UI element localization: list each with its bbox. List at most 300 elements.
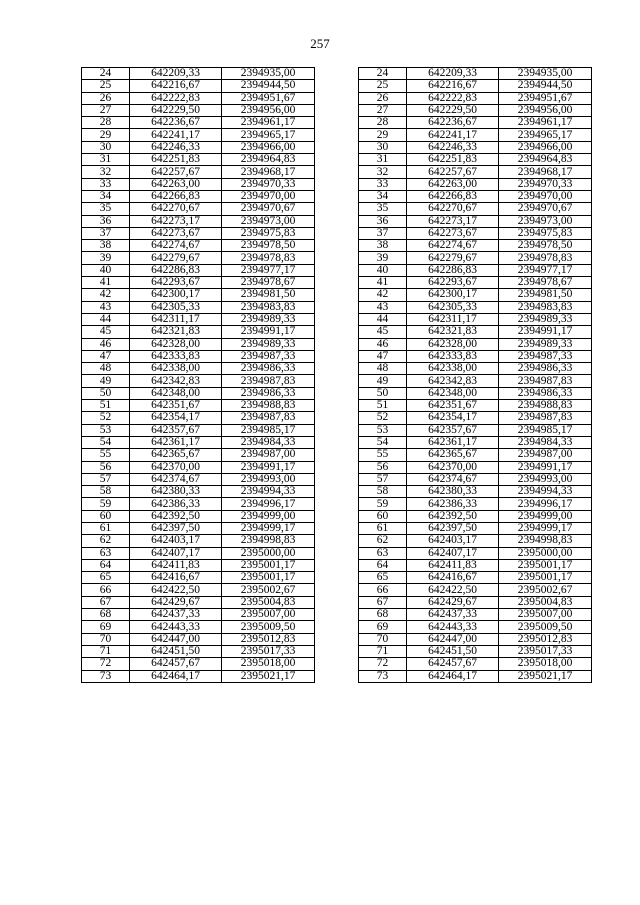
y-coordinate-cell: 2394987,83 bbox=[222, 375, 315, 387]
point-number-cell: 31 bbox=[82, 154, 130, 166]
point-number-cell: 55 bbox=[82, 449, 130, 461]
y-coordinate-cell: 2395004,83 bbox=[222, 596, 315, 608]
point-number-cell: 38 bbox=[82, 240, 130, 252]
table-row bbox=[82, 240, 315, 252]
y-coordinate-cell: 2395002,67 bbox=[222, 584, 315, 596]
table-row bbox=[359, 313, 592, 325]
x-coordinate-cell: 642338,00 bbox=[130, 363, 222, 375]
x-coordinate-cell: 642380,33 bbox=[130, 486, 222, 498]
table-row bbox=[82, 535, 315, 547]
x-coordinate-cell: 642236,67 bbox=[130, 117, 222, 129]
table-row bbox=[359, 350, 592, 362]
y-coordinate-cell: 2395021,17 bbox=[499, 670, 592, 682]
table-row bbox=[82, 154, 315, 166]
x-coordinate-cell: 642236,67 bbox=[407, 117, 499, 129]
table-row bbox=[82, 264, 315, 276]
point-number-cell: 50 bbox=[82, 387, 130, 399]
x-coordinate-cell: 642222,83 bbox=[407, 92, 499, 104]
table-row bbox=[359, 645, 592, 657]
y-coordinate-cell: 2394981,50 bbox=[499, 289, 592, 301]
y-coordinate-cell: 2394970,00 bbox=[499, 190, 592, 202]
point-number-cell: 41 bbox=[359, 277, 407, 289]
point-number-cell: 56 bbox=[82, 461, 130, 473]
x-coordinate-cell: 642333,83 bbox=[407, 350, 499, 362]
x-coordinate-cell: 642300,17 bbox=[407, 289, 499, 301]
point-number-cell: 54 bbox=[359, 436, 407, 448]
point-number-cell: 39 bbox=[359, 252, 407, 264]
table-row bbox=[82, 350, 315, 362]
x-coordinate-cell: 642216,67 bbox=[130, 80, 222, 92]
y-coordinate-cell: 2395012,83 bbox=[222, 633, 315, 645]
y-coordinate-cell: 2395000,00 bbox=[499, 547, 592, 559]
x-coordinate-cell: 642429,67 bbox=[407, 596, 499, 608]
x-coordinate-cell: 642270,67 bbox=[407, 203, 499, 215]
table-row bbox=[359, 670, 592, 682]
table-row bbox=[359, 117, 592, 129]
x-coordinate-cell: 642246,33 bbox=[130, 141, 222, 153]
x-coordinate-cell: 642270,67 bbox=[130, 203, 222, 215]
table-row bbox=[82, 424, 315, 436]
point-number-cell: 72 bbox=[82, 658, 130, 670]
point-number-cell: 45 bbox=[359, 326, 407, 338]
x-coordinate-cell: 642300,17 bbox=[130, 289, 222, 301]
point-number-cell: 33 bbox=[359, 178, 407, 190]
x-coordinate-cell: 642447,00 bbox=[130, 633, 222, 645]
point-number-cell: 40 bbox=[82, 264, 130, 276]
point-number-cell: 45 bbox=[82, 326, 130, 338]
x-coordinate-cell: 642279,67 bbox=[130, 252, 222, 264]
point-number-cell: 28 bbox=[82, 117, 130, 129]
y-coordinate-cell: 2395009,50 bbox=[499, 621, 592, 633]
x-coordinate-cell: 642370,00 bbox=[130, 461, 222, 473]
x-coordinate-cell: 642251,83 bbox=[130, 154, 222, 166]
x-coordinate-cell: 642407,17 bbox=[407, 547, 499, 559]
table-row bbox=[359, 154, 592, 166]
x-coordinate-cell: 642348,00 bbox=[407, 387, 499, 399]
table-row bbox=[359, 166, 592, 178]
y-coordinate-cell: 2394991,17 bbox=[222, 461, 315, 473]
y-coordinate-cell: 2394970,67 bbox=[499, 203, 592, 215]
point-number-cell: 26 bbox=[359, 92, 407, 104]
x-coordinate-cell: 642365,67 bbox=[130, 449, 222, 461]
y-coordinate-cell: 2395017,33 bbox=[499, 645, 592, 657]
y-coordinate-cell: 2394978,50 bbox=[499, 240, 592, 252]
table-row bbox=[82, 68, 315, 80]
point-number-cell: 63 bbox=[359, 547, 407, 559]
y-coordinate-cell: 2394987,33 bbox=[499, 350, 592, 362]
table-row bbox=[82, 178, 315, 190]
point-number-cell: 56 bbox=[359, 461, 407, 473]
y-coordinate-cell: 2395007,00 bbox=[499, 609, 592, 621]
y-coordinate-cell: 2394944,50 bbox=[499, 80, 592, 92]
y-coordinate-cell: 2394970,67 bbox=[222, 203, 315, 215]
x-coordinate-cell: 642386,33 bbox=[130, 498, 222, 510]
x-coordinate-cell: 642429,67 bbox=[130, 596, 222, 608]
point-number-cell: 67 bbox=[82, 596, 130, 608]
x-coordinate-cell: 642273,67 bbox=[407, 227, 499, 239]
x-coordinate-cell: 642447,00 bbox=[407, 633, 499, 645]
point-number-cell: 67 bbox=[359, 596, 407, 608]
y-coordinate-cell: 2394956,00 bbox=[499, 104, 592, 116]
point-number-cell: 58 bbox=[82, 486, 130, 498]
y-coordinate-cell: 2395000,00 bbox=[222, 547, 315, 559]
table-row bbox=[82, 129, 315, 141]
y-coordinate-cell: 2394996,17 bbox=[499, 498, 592, 510]
x-coordinate-cell: 642274,67 bbox=[407, 240, 499, 252]
x-coordinate-cell: 642274,67 bbox=[130, 240, 222, 252]
y-coordinate-cell: 2394984,33 bbox=[222, 436, 315, 448]
x-coordinate-cell: 642222,83 bbox=[130, 92, 222, 104]
y-coordinate-cell: 2395012,83 bbox=[499, 633, 592, 645]
point-number-cell: 34 bbox=[359, 190, 407, 202]
y-coordinate-cell: 2394986,33 bbox=[222, 363, 315, 375]
point-number-cell: 39 bbox=[82, 252, 130, 264]
y-coordinate-cell: 2394978,67 bbox=[222, 277, 315, 289]
point-number-cell: 70 bbox=[359, 633, 407, 645]
point-number-cell: 62 bbox=[359, 535, 407, 547]
table-row bbox=[82, 473, 315, 485]
point-number-cell: 64 bbox=[359, 559, 407, 571]
x-coordinate-cell: 642328,00 bbox=[407, 338, 499, 350]
y-coordinate-cell: 2394975,83 bbox=[499, 227, 592, 239]
x-coordinate-cell: 642293,67 bbox=[407, 277, 499, 289]
table-row bbox=[359, 522, 592, 534]
point-number-cell: 47 bbox=[359, 350, 407, 362]
point-number-cell: 35 bbox=[359, 203, 407, 215]
x-coordinate-cell: 642397,50 bbox=[407, 522, 499, 534]
y-coordinate-cell: 2394964,83 bbox=[499, 154, 592, 166]
x-coordinate-cell: 642457,67 bbox=[130, 658, 222, 670]
point-number-cell: 65 bbox=[82, 572, 130, 584]
point-number-cell: 46 bbox=[82, 338, 130, 350]
point-number-cell: 24 bbox=[359, 68, 407, 80]
point-number-cell: 70 bbox=[82, 633, 130, 645]
table-row bbox=[359, 252, 592, 264]
point-number-cell: 60 bbox=[359, 510, 407, 522]
table-row bbox=[359, 436, 592, 448]
y-coordinate-cell: 2395001,17 bbox=[499, 572, 592, 584]
x-coordinate-cell: 642279,67 bbox=[407, 252, 499, 264]
table-row bbox=[82, 203, 315, 215]
table-row bbox=[359, 387, 592, 399]
point-number-cell: 64 bbox=[82, 559, 130, 571]
table-row bbox=[82, 412, 315, 424]
y-coordinate-cell: 2394983,83 bbox=[499, 301, 592, 313]
x-coordinate-cell: 642397,50 bbox=[130, 522, 222, 534]
point-number-cell: 36 bbox=[82, 215, 130, 227]
y-coordinate-cell: 2394973,00 bbox=[222, 215, 315, 227]
x-coordinate-cell: 642311,17 bbox=[130, 313, 222, 325]
point-number-cell: 30 bbox=[359, 141, 407, 153]
table-row bbox=[359, 572, 592, 584]
table-row bbox=[359, 326, 592, 338]
y-coordinate-cell: 2395004,83 bbox=[499, 596, 592, 608]
y-coordinate-cell: 2395018,00 bbox=[222, 658, 315, 670]
table-row bbox=[359, 424, 592, 436]
x-coordinate-cell: 642437,33 bbox=[407, 609, 499, 621]
y-coordinate-cell: 2394987,83 bbox=[499, 412, 592, 424]
y-coordinate-cell: 2394989,33 bbox=[499, 313, 592, 325]
x-coordinate-cell: 642257,67 bbox=[407, 166, 499, 178]
table-row bbox=[82, 80, 315, 92]
table-row bbox=[82, 596, 315, 608]
x-coordinate-cell: 642293,67 bbox=[130, 277, 222, 289]
point-number-cell: 69 bbox=[82, 621, 130, 633]
y-coordinate-cell: 2394991,17 bbox=[222, 326, 315, 338]
point-number-cell: 53 bbox=[82, 424, 130, 436]
x-coordinate-cell: 642354,17 bbox=[130, 412, 222, 424]
y-coordinate-cell: 2394993,00 bbox=[499, 473, 592, 485]
x-coordinate-cell: 642321,83 bbox=[407, 326, 499, 338]
point-number-cell: 61 bbox=[82, 522, 130, 534]
x-coordinate-cell: 642229,50 bbox=[407, 104, 499, 116]
x-coordinate-cell: 642229,50 bbox=[130, 104, 222, 116]
x-coordinate-cell: 642380,33 bbox=[407, 486, 499, 498]
y-coordinate-cell: 2394964,83 bbox=[222, 154, 315, 166]
point-number-cell: 46 bbox=[359, 338, 407, 350]
y-coordinate-cell: 2394988,83 bbox=[499, 400, 592, 412]
y-coordinate-cell: 2394996,17 bbox=[222, 498, 315, 510]
point-number-cell: 71 bbox=[82, 645, 130, 657]
x-coordinate-cell: 642437,33 bbox=[130, 609, 222, 621]
table-row bbox=[82, 645, 315, 657]
table-row bbox=[359, 400, 592, 412]
point-number-cell: 57 bbox=[82, 473, 130, 485]
table-row bbox=[82, 400, 315, 412]
y-coordinate-cell: 2394999,17 bbox=[499, 522, 592, 534]
y-coordinate-cell: 2394961,17 bbox=[499, 117, 592, 129]
table-row bbox=[359, 141, 592, 153]
y-coordinate-cell: 2394985,17 bbox=[499, 424, 592, 436]
table-row bbox=[359, 104, 592, 116]
y-coordinate-cell: 2394935,00 bbox=[222, 68, 315, 80]
y-coordinate-cell: 2394987,33 bbox=[222, 350, 315, 362]
y-coordinate-cell: 2394968,17 bbox=[222, 166, 315, 178]
x-coordinate-cell: 642457,67 bbox=[407, 658, 499, 670]
y-coordinate-cell: 2394986,33 bbox=[499, 363, 592, 375]
y-coordinate-cell: 2395009,50 bbox=[222, 621, 315, 633]
table-row bbox=[82, 584, 315, 596]
x-coordinate-cell: 642357,67 bbox=[130, 424, 222, 436]
table-row bbox=[82, 547, 315, 559]
point-number-cell: 58 bbox=[359, 486, 407, 498]
point-number-cell: 42 bbox=[359, 289, 407, 301]
table-row bbox=[82, 486, 315, 498]
table-row bbox=[359, 412, 592, 424]
y-coordinate-cell: 2394951,67 bbox=[499, 92, 592, 104]
x-coordinate-cell: 642370,00 bbox=[407, 461, 499, 473]
point-number-cell: 61 bbox=[359, 522, 407, 534]
y-coordinate-cell: 2395001,17 bbox=[222, 559, 315, 571]
table-row bbox=[359, 584, 592, 596]
x-coordinate-cell: 642257,67 bbox=[130, 166, 222, 178]
point-number-cell: 28 bbox=[359, 117, 407, 129]
x-coordinate-cell: 642209,33 bbox=[130, 68, 222, 80]
x-coordinate-cell: 642241,17 bbox=[130, 129, 222, 141]
x-coordinate-cell: 642451,50 bbox=[407, 645, 499, 657]
table-row bbox=[359, 203, 592, 215]
table-row bbox=[359, 227, 592, 239]
x-coordinate-cell: 642251,83 bbox=[407, 154, 499, 166]
point-number-cell: 29 bbox=[82, 129, 130, 141]
table-row bbox=[82, 117, 315, 129]
y-coordinate-cell: 2394983,83 bbox=[222, 301, 315, 313]
x-coordinate-cell: 642416,67 bbox=[407, 572, 499, 584]
x-coordinate-cell: 642351,67 bbox=[130, 400, 222, 412]
table-row bbox=[82, 190, 315, 202]
table-row bbox=[82, 658, 315, 670]
y-coordinate-cell: 2394961,17 bbox=[222, 117, 315, 129]
table-row bbox=[359, 240, 592, 252]
x-coordinate-cell: 642443,33 bbox=[130, 621, 222, 633]
table-row bbox=[82, 522, 315, 534]
x-coordinate-cell: 642443,33 bbox=[407, 621, 499, 633]
point-number-cell: 68 bbox=[359, 609, 407, 621]
y-coordinate-cell: 2394966,00 bbox=[499, 141, 592, 153]
y-coordinate-cell: 2394951,67 bbox=[222, 92, 315, 104]
y-coordinate-cell: 2394970,33 bbox=[222, 178, 315, 190]
x-coordinate-cell: 642209,33 bbox=[407, 68, 499, 80]
table-row bbox=[359, 289, 592, 301]
table-row bbox=[359, 535, 592, 547]
x-coordinate-cell: 642351,67 bbox=[407, 400, 499, 412]
x-coordinate-cell: 642263,00 bbox=[130, 178, 222, 190]
y-coordinate-cell: 2394998,83 bbox=[222, 535, 315, 547]
y-coordinate-cell: 2394978,83 bbox=[222, 252, 315, 264]
point-number-cell: 44 bbox=[359, 313, 407, 325]
y-coordinate-cell: 2394994,33 bbox=[499, 486, 592, 498]
y-coordinate-cell: 2394968,17 bbox=[499, 166, 592, 178]
y-coordinate-cell: 2394978,50 bbox=[222, 240, 315, 252]
y-coordinate-cell: 2394993,00 bbox=[222, 473, 315, 485]
table-row bbox=[82, 141, 315, 153]
y-coordinate-cell: 2394978,67 bbox=[499, 277, 592, 289]
y-coordinate-cell: 2395001,17 bbox=[222, 572, 315, 584]
x-coordinate-cell: 642374,67 bbox=[407, 473, 499, 485]
y-coordinate-cell: 2395001,17 bbox=[499, 559, 592, 571]
table-row bbox=[82, 498, 315, 510]
x-coordinate-cell: 642422,50 bbox=[130, 584, 222, 596]
point-number-cell: 27 bbox=[82, 104, 130, 116]
coordinates-table-left-body bbox=[82, 68, 315, 683]
x-coordinate-cell: 642246,33 bbox=[407, 141, 499, 153]
table-row bbox=[359, 277, 592, 289]
x-coordinate-cell: 642422,50 bbox=[407, 584, 499, 596]
table-row bbox=[359, 473, 592, 485]
table-row bbox=[82, 572, 315, 584]
y-coordinate-cell: 2394965,17 bbox=[222, 129, 315, 141]
point-number-cell: 52 bbox=[359, 412, 407, 424]
point-number-cell: 27 bbox=[359, 104, 407, 116]
x-coordinate-cell: 642216,67 bbox=[407, 80, 499, 92]
table-row bbox=[359, 215, 592, 227]
point-number-cell: 44 bbox=[82, 313, 130, 325]
table-row bbox=[82, 363, 315, 375]
point-number-cell: 73 bbox=[359, 670, 407, 682]
y-coordinate-cell: 2394989,33 bbox=[222, 313, 315, 325]
point-number-cell: 54 bbox=[82, 436, 130, 448]
table-row bbox=[359, 80, 592, 92]
y-coordinate-cell: 2394973,00 bbox=[499, 215, 592, 227]
y-coordinate-cell: 2394989,33 bbox=[222, 338, 315, 350]
x-coordinate-cell: 642354,17 bbox=[407, 412, 499, 424]
x-coordinate-cell: 642348,00 bbox=[130, 387, 222, 399]
point-number-cell: 43 bbox=[82, 301, 130, 313]
x-coordinate-cell: 642403,17 bbox=[130, 535, 222, 547]
point-number-cell: 59 bbox=[82, 498, 130, 510]
point-number-cell: 53 bbox=[359, 424, 407, 436]
y-coordinate-cell: 2394999,17 bbox=[222, 522, 315, 534]
x-coordinate-cell: 642403,17 bbox=[407, 535, 499, 547]
table-row bbox=[82, 559, 315, 571]
y-coordinate-cell: 2394989,33 bbox=[499, 338, 592, 350]
x-coordinate-cell: 642273,17 bbox=[130, 215, 222, 227]
y-coordinate-cell: 2394987,83 bbox=[222, 412, 315, 424]
y-coordinate-cell: 2394977,17 bbox=[222, 264, 315, 276]
y-coordinate-cell: 2394987,00 bbox=[499, 449, 592, 461]
y-coordinate-cell: 2394987,83 bbox=[499, 375, 592, 387]
y-coordinate-cell: 2394970,33 bbox=[499, 178, 592, 190]
y-coordinate-cell: 2394956,00 bbox=[222, 104, 315, 116]
table-row bbox=[82, 215, 315, 227]
x-coordinate-cell: 642266,83 bbox=[130, 190, 222, 202]
y-coordinate-cell: 2394986,33 bbox=[499, 387, 592, 399]
point-number-cell: 50 bbox=[359, 387, 407, 399]
y-coordinate-cell: 2394999,00 bbox=[499, 510, 592, 522]
point-number-cell: 51 bbox=[359, 400, 407, 412]
table-row bbox=[359, 178, 592, 190]
y-coordinate-cell: 2394966,00 bbox=[222, 141, 315, 153]
y-coordinate-cell: 2394987,00 bbox=[222, 449, 315, 461]
x-coordinate-cell: 642411,83 bbox=[407, 559, 499, 571]
table-row bbox=[82, 289, 315, 301]
point-number-cell: 41 bbox=[82, 277, 130, 289]
table-row bbox=[359, 547, 592, 559]
table-row bbox=[82, 387, 315, 399]
point-number-cell: 57 bbox=[359, 473, 407, 485]
table-row bbox=[82, 92, 315, 104]
point-number-cell: 63 bbox=[82, 547, 130, 559]
y-coordinate-cell: 2394986,33 bbox=[222, 387, 315, 399]
point-number-cell: 55 bbox=[359, 449, 407, 461]
table-row bbox=[82, 510, 315, 522]
x-coordinate-cell: 642321,83 bbox=[130, 326, 222, 338]
table-row bbox=[359, 596, 592, 608]
y-coordinate-cell: 2394977,17 bbox=[499, 264, 592, 276]
point-number-cell: 30 bbox=[82, 141, 130, 153]
x-coordinate-cell: 642305,33 bbox=[130, 301, 222, 313]
point-number-cell: 60 bbox=[82, 510, 130, 522]
point-number-cell: 69 bbox=[359, 621, 407, 633]
point-number-cell: 66 bbox=[82, 584, 130, 596]
table-row bbox=[82, 104, 315, 116]
y-coordinate-cell: 2394991,17 bbox=[499, 326, 592, 338]
point-number-cell: 49 bbox=[359, 375, 407, 387]
y-coordinate-cell: 2394944,50 bbox=[222, 80, 315, 92]
point-number-cell: 51 bbox=[82, 400, 130, 412]
x-coordinate-cell: 642305,33 bbox=[407, 301, 499, 313]
y-coordinate-cell: 2394985,17 bbox=[222, 424, 315, 436]
table-row bbox=[82, 326, 315, 338]
table-row bbox=[359, 190, 592, 202]
table-row bbox=[82, 621, 315, 633]
table-row bbox=[359, 449, 592, 461]
point-number-cell: 29 bbox=[359, 129, 407, 141]
point-number-cell: 37 bbox=[82, 227, 130, 239]
point-number-cell: 25 bbox=[82, 80, 130, 92]
x-coordinate-cell: 642361,17 bbox=[130, 436, 222, 448]
table-row bbox=[82, 313, 315, 325]
